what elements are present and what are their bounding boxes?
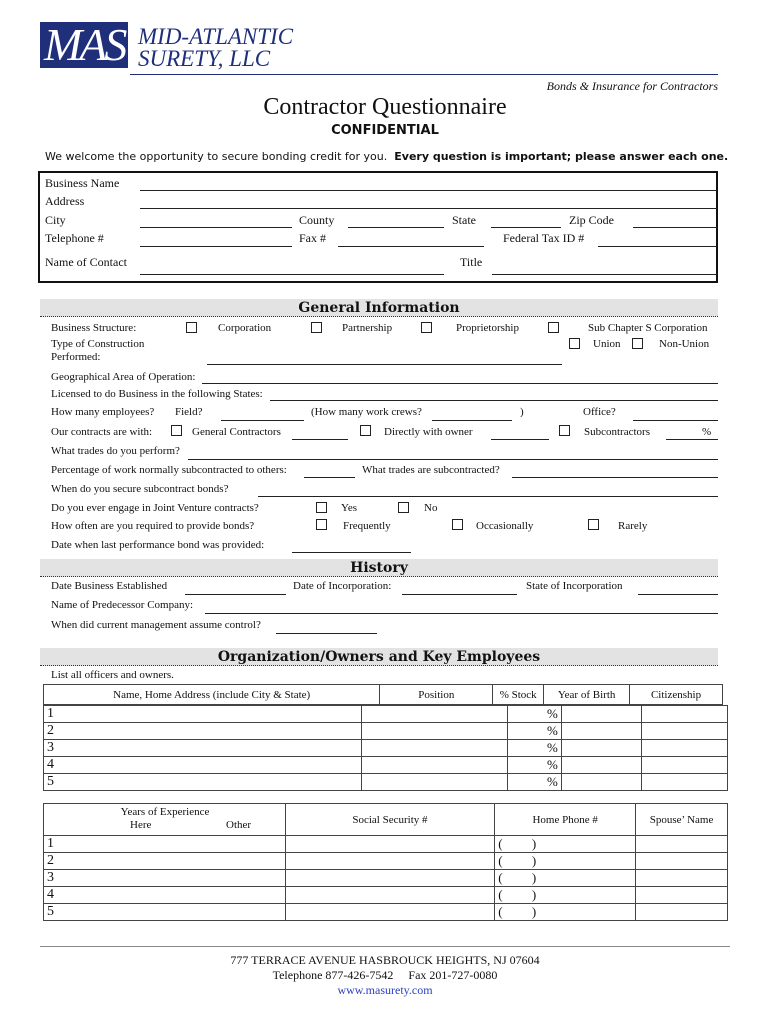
experience-rows bbox=[43, 835, 728, 921]
spouse-cell[interactable] bbox=[636, 836, 728, 853]
federal-tax-label: Federal Tax ID # bbox=[503, 231, 585, 245]
trades-perform-field[interactable] bbox=[188, 459, 718, 460]
business-structure-label: Business Structure: bbox=[51, 322, 137, 334]
subcontractors-pct-field[interactable] bbox=[666, 439, 718, 440]
how-often-label: How often are you required to provide bonds? bbox=[51, 520, 255, 532]
type-construction-field[interactable] bbox=[207, 364, 562, 365]
work-crews-paren: ) bbox=[520, 406, 524, 418]
type-construction-label-2: Performed: bbox=[51, 351, 101, 363]
occasionally-label: Occasionally bbox=[476, 520, 534, 532]
history-heading: History bbox=[350, 560, 408, 576]
management-field[interactable] bbox=[276, 633, 377, 634]
year-birth-cell[interactable] bbox=[561, 757, 641, 774]
col-citizenship: Citizenship bbox=[630, 685, 723, 705]
position-cell[interactable] bbox=[362, 740, 508, 757]
union-label: Union bbox=[593, 338, 621, 350]
non-union-label: Non-Union bbox=[659, 338, 710, 350]
footer-url-wrap bbox=[0, 983, 770, 998]
date-incorporation-label: Date of Incorporation: bbox=[293, 580, 392, 592]
type-construction-label-1: Type of Construction bbox=[51, 338, 145, 350]
telephone-field[interactable] bbox=[140, 246, 292, 247]
history-rule bbox=[40, 576, 718, 577]
predecessor-label: Name of Predecessor Company: bbox=[51, 599, 194, 611]
table-row bbox=[44, 740, 728, 757]
stock-cell[interactable]: % bbox=[508, 774, 562, 791]
years-experience-label: Years of Experience bbox=[120, 806, 210, 818]
logo-mas-mark: MAS bbox=[40, 22, 128, 68]
col-name-address: Name, Home Address (include City & State) bbox=[44, 685, 380, 705]
spouse-cell[interactable] bbox=[636, 887, 728, 904]
ssn-cell[interactable] bbox=[285, 904, 495, 921]
field-label: Field? bbox=[175, 406, 203, 418]
work-crews-label: (How many work crews? bbox=[311, 406, 422, 418]
directly-owner-pct-field[interactable] bbox=[491, 439, 549, 440]
row-number: 5 bbox=[44, 774, 362, 791]
position-cell[interactable] bbox=[362, 774, 508, 791]
city-field[interactable] bbox=[140, 227, 292, 228]
officers-rows bbox=[43, 705, 728, 791]
last-bond-label: Date when last performance bond was provided: bbox=[51, 539, 265, 551]
secure-bonds-field[interactable] bbox=[258, 496, 718, 497]
citizenship-cell[interactable] bbox=[642, 757, 728, 774]
contracts-with-label: Our contracts are with: bbox=[51, 426, 153, 438]
stock-cell[interactable]: % bbox=[508, 740, 562, 757]
partnership-checkbox[interactable] bbox=[311, 322, 322, 333]
company-logo bbox=[40, 19, 300, 74]
table-row bbox=[44, 836, 728, 853]
position-cell[interactable] bbox=[362, 723, 508, 740]
citizenship-cell[interactable] bbox=[642, 740, 728, 757]
state-label: State bbox=[452, 213, 476, 227]
col-spouse: Spouse’ Name bbox=[636, 804, 728, 836]
ssn-cell[interactable] bbox=[285, 853, 495, 870]
jv-yes-checkbox[interactable] bbox=[316, 502, 327, 513]
sub-chapter-checkbox[interactable] bbox=[548, 322, 559, 333]
row-number: 4 bbox=[44, 887, 286, 904]
col-stock: % Stock bbox=[493, 685, 544, 705]
row-number: 4 bbox=[44, 757, 362, 774]
fax-label: Fax # bbox=[299, 231, 326, 245]
table-row bbox=[44, 706, 728, 723]
general-info-heading: General Information bbox=[298, 300, 460, 316]
org-heading: Organization/Owners and Key Employees bbox=[217, 649, 541, 665]
date-incorporation-field[interactable] bbox=[402, 594, 517, 595]
org-bar bbox=[40, 648, 718, 666]
officers-table bbox=[43, 684, 723, 705]
phone-cell[interactable]: ( ) bbox=[495, 887, 636, 904]
citizenship-cell[interactable] bbox=[642, 723, 728, 740]
header-rule bbox=[130, 74, 718, 75]
footer-rule bbox=[40, 946, 730, 947]
list-officers-label: List all officers and owners. bbox=[51, 669, 174, 681]
union-checkbox[interactable] bbox=[569, 338, 580, 349]
general-info-bar bbox=[40, 299, 718, 317]
proprietorship-label: Proprietorship bbox=[456, 322, 519, 334]
subcontractors-percent: % bbox=[702, 426, 712, 438]
stock-cell[interactable]: % bbox=[508, 706, 562, 723]
page-title: Contractor Questionnaire bbox=[263, 94, 507, 120]
table-row bbox=[44, 887, 728, 904]
row-number: 5 bbox=[44, 904, 286, 921]
table-row bbox=[44, 904, 728, 921]
phone-cell[interactable]: ( ) bbox=[495, 904, 636, 921]
row-number: 3 bbox=[44, 740, 362, 757]
other-label: Other bbox=[226, 819, 252, 831]
contact-name-label: Name of Contact bbox=[45, 255, 127, 269]
stock-cell[interactable]: % bbox=[508, 723, 562, 740]
row-number: 1 bbox=[44, 836, 286, 853]
contact-title-field[interactable] bbox=[492, 274, 717, 275]
history-bar bbox=[40, 559, 718, 577]
table-row bbox=[44, 723, 728, 740]
frequently-label: Frequently bbox=[343, 520, 391, 532]
licensed-label: Licensed to do Business in the following States: bbox=[51, 388, 263, 400]
non-union-checkbox[interactable] bbox=[632, 338, 643, 349]
citizenship-cell[interactable] bbox=[642, 706, 728, 723]
licensed-field[interactable] bbox=[270, 400, 718, 401]
logo-name-line1: MID-ATLANTIC bbox=[138, 24, 294, 49]
footer-address: 777 TERRACE AVENUE HASBROUCK HEIGHTS, NJ 07604 bbox=[230, 953, 540, 967]
state-field[interactable] bbox=[491, 227, 561, 228]
secure-bonds-label: When do you secure subcontract bonds? bbox=[51, 483, 229, 495]
employees-label: How many employees? bbox=[51, 406, 155, 418]
org-rule bbox=[40, 665, 718, 666]
logo-name-line2: SURETY, LLC bbox=[138, 46, 271, 71]
joint-venture-label: Do you ever engage in Joint Venture contracts? bbox=[51, 502, 259, 514]
trades-subcontracted-label: What trades are subcontracted? bbox=[362, 464, 500, 476]
telephone-label: Telephone # bbox=[45, 231, 104, 245]
spouse-cell[interactable] bbox=[636, 904, 728, 921]
page-subtitle: CONFIDENTIAL bbox=[331, 123, 439, 138]
business-name-field[interactable] bbox=[140, 190, 717, 191]
table-row bbox=[44, 853, 728, 870]
intro-text bbox=[45, 150, 728, 163]
ssn-cell[interactable] bbox=[285, 870, 495, 887]
year-birth-cell[interactable] bbox=[561, 706, 641, 723]
pct-subcontracted-field[interactable] bbox=[304, 477, 355, 478]
address-label: Address bbox=[45, 194, 85, 208]
general-contractors-checkbox[interactable] bbox=[171, 425, 182, 436]
occasionally-checkbox[interactable] bbox=[452, 519, 463, 530]
experience-table-header bbox=[44, 804, 728, 836]
general-contractors-label: General Contractors bbox=[192, 426, 281, 438]
office-employees-field[interactable] bbox=[633, 420, 718, 421]
corporation-label: Corporation bbox=[218, 322, 272, 334]
pct-subcontracted-label: Percentage of work normally subcontracted to others: bbox=[51, 464, 287, 476]
management-label: When did current management assume control? bbox=[51, 619, 261, 631]
website-link[interactable]: www.masurety.com bbox=[337, 983, 433, 997]
federal-tax-field[interactable] bbox=[598, 246, 717, 247]
predecessor-field[interactable] bbox=[205, 613, 718, 614]
contact-title-label: Title bbox=[460, 255, 483, 269]
zip-label: Zip Code bbox=[569, 213, 614, 227]
col-ssn: Social Security # bbox=[285, 804, 495, 836]
here-label: Here bbox=[130, 819, 152, 831]
col-position: Position bbox=[380, 685, 493, 705]
trades-perform-label: What trades do you perform? bbox=[51, 445, 180, 457]
date-established-field[interactable] bbox=[185, 594, 286, 595]
general-info-rule bbox=[40, 316, 718, 317]
col-home-phone: Home Phone # bbox=[495, 804, 636, 836]
sub-chapter-label: Sub Chapter S Corporation bbox=[588, 322, 708, 334]
rarely-label: Rarely bbox=[618, 520, 648, 532]
fax-field[interactable] bbox=[338, 246, 484, 247]
table-row bbox=[44, 870, 728, 887]
intro-normal: We welcome the opportunity to secure bonding credit for you. bbox=[45, 150, 388, 163]
col-years-experience bbox=[44, 804, 286, 836]
tagline: Bonds & Insurance for Contractors bbox=[546, 79, 718, 93]
jv-no-label: No bbox=[424, 502, 438, 514]
frequently-checkbox[interactable] bbox=[316, 519, 327, 530]
spouse-cell[interactable] bbox=[636, 853, 728, 870]
phone-cell[interactable]: ( ) bbox=[495, 853, 636, 870]
year-birth-cell[interactable] bbox=[561, 723, 641, 740]
address-field[interactable] bbox=[140, 208, 717, 209]
subcontractors-label: Subcontractors bbox=[584, 426, 650, 438]
position-cell[interactable] bbox=[362, 706, 508, 723]
date-established-label: Date Business Established bbox=[51, 580, 168, 592]
phone-cell[interactable]: ( ) bbox=[495, 836, 636, 853]
business-name-label: Business Name bbox=[45, 176, 120, 190]
spouse-cell[interactable] bbox=[636, 870, 728, 887]
state-incorporation-label: State of Incorporation bbox=[526, 580, 623, 592]
field-employees-field[interactable] bbox=[221, 420, 304, 421]
geo-area-label: Geographical Area of Operation: bbox=[51, 371, 196, 383]
intro-bold: Every question is important; please answer each one. bbox=[394, 150, 729, 163]
col-year-birth: Year of Birth bbox=[544, 685, 630, 705]
ssn-cell[interactable] bbox=[285, 836, 495, 853]
subcontractors-checkbox[interactable] bbox=[559, 425, 570, 436]
jv-no-checkbox[interactable] bbox=[398, 502, 409, 513]
work-crews-field[interactable] bbox=[432, 420, 512, 421]
ssn-cell[interactable] bbox=[285, 887, 495, 904]
table-row bbox=[44, 757, 728, 774]
county-field[interactable] bbox=[348, 227, 444, 228]
citizenship-cell[interactable] bbox=[642, 774, 728, 791]
year-birth-cell[interactable] bbox=[561, 740, 641, 757]
rarely-checkbox[interactable] bbox=[588, 519, 599, 530]
proprietorship-checkbox[interactable] bbox=[421, 322, 432, 333]
last-bond-field[interactable] bbox=[292, 552, 411, 553]
geo-area-field[interactable] bbox=[202, 383, 718, 384]
directly-owner-label: Directly with owner bbox=[384, 426, 473, 438]
officers-table-header bbox=[44, 685, 723, 705]
row-number: 2 bbox=[44, 723, 362, 740]
partnership-label: Partnership bbox=[342, 322, 393, 334]
table-row bbox=[44, 774, 728, 791]
phone-cell[interactable]: ( ) bbox=[495, 870, 636, 887]
footer-phones: Telephone 877-426-7542 Fax 201-727-0080 bbox=[272, 968, 498, 982]
year-birth-cell[interactable] bbox=[561, 774, 641, 791]
row-number: 3 bbox=[44, 870, 286, 887]
trades-subcontracted-field[interactable] bbox=[512, 477, 718, 478]
zip-field[interactable] bbox=[633, 227, 717, 228]
state-incorporation-field[interactable] bbox=[638, 594, 718, 595]
row-number: 1 bbox=[44, 706, 362, 723]
position-cell[interactable] bbox=[362, 757, 508, 774]
general-contractors-pct-field[interactable] bbox=[292, 439, 348, 440]
directly-owner-checkbox[interactable] bbox=[360, 425, 371, 436]
contact-name-field[interactable] bbox=[140, 274, 444, 275]
stock-cell[interactable]: % bbox=[508, 757, 562, 774]
city-label: City bbox=[45, 213, 66, 227]
jv-yes-label: Yes bbox=[341, 502, 358, 514]
county-label: County bbox=[299, 213, 335, 227]
office-label: Office? bbox=[583, 406, 616, 418]
row-number: 2 bbox=[44, 853, 286, 870]
corporation-checkbox[interactable] bbox=[186, 322, 197, 333]
experience-table bbox=[43, 803, 728, 836]
